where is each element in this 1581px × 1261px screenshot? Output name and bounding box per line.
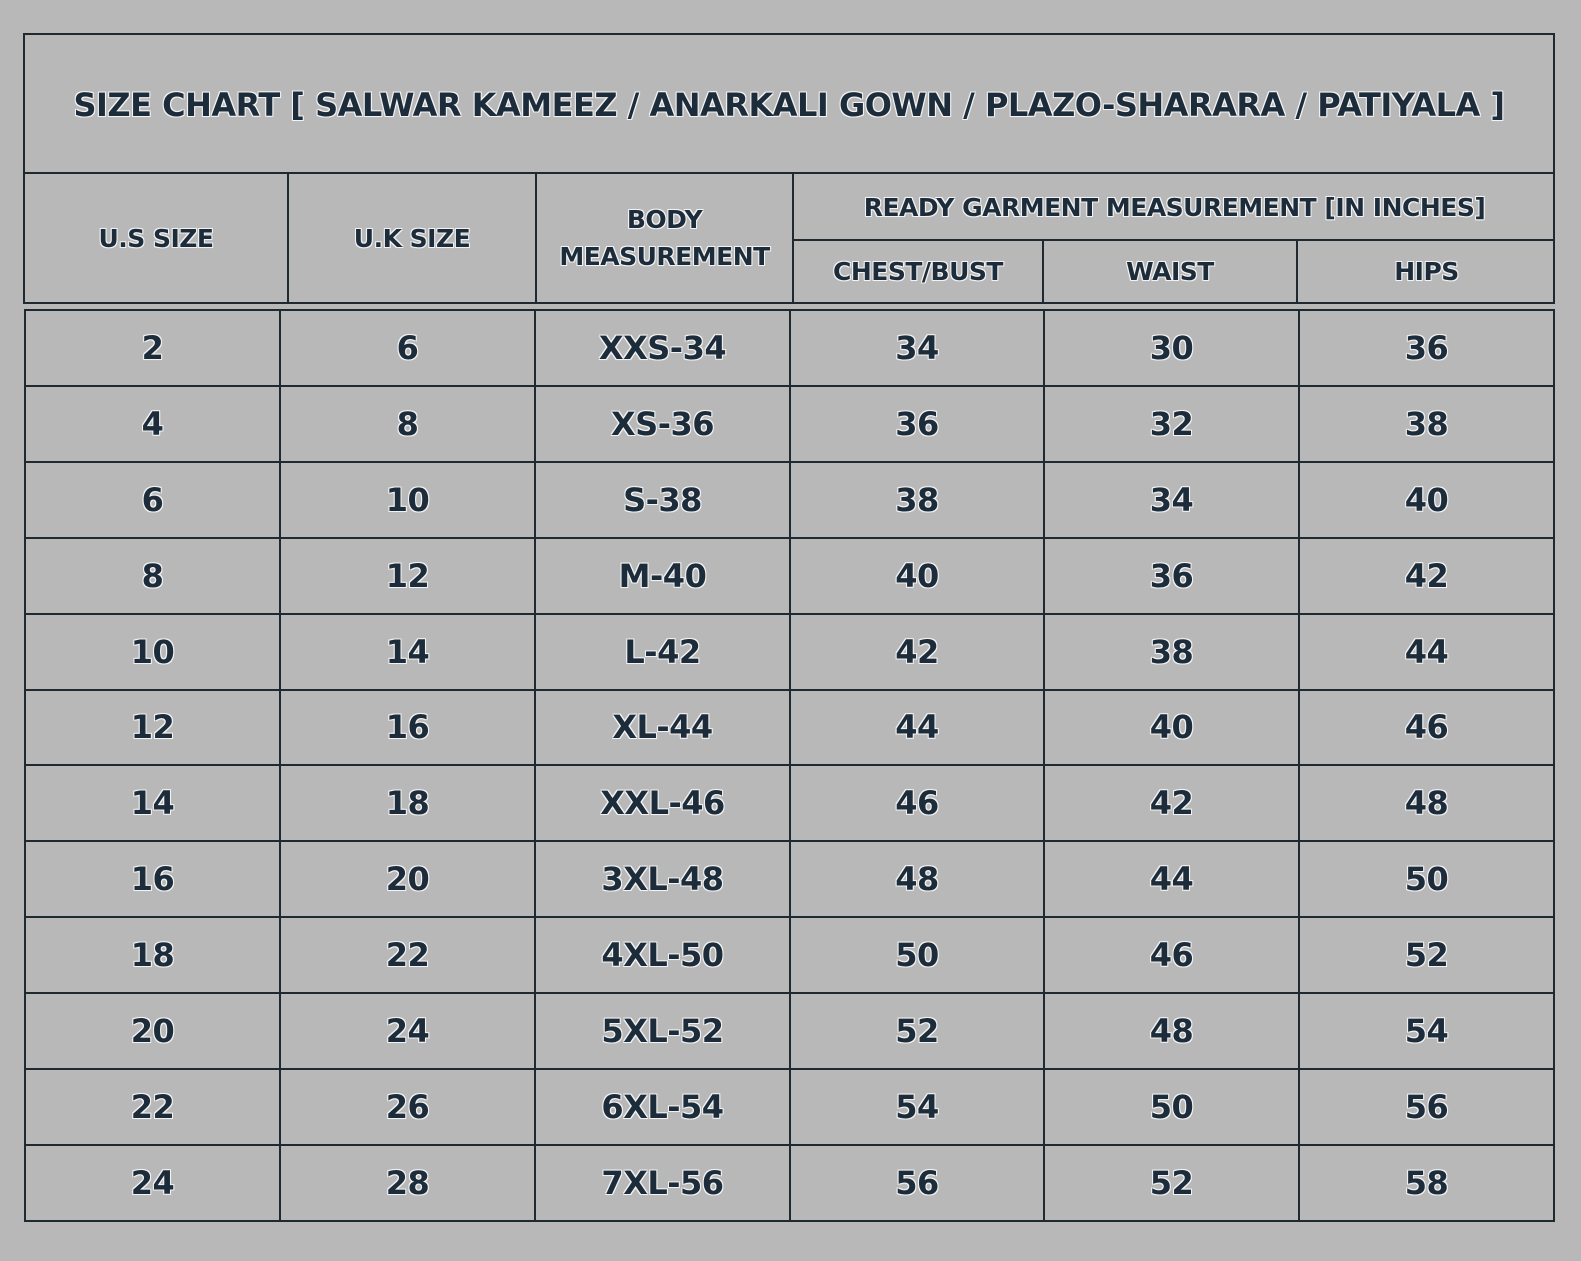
cell-body-measurement: XL-44 bbox=[535, 690, 790, 766]
cell-chest: 42 bbox=[790, 614, 1044, 690]
cell-hips: 36 bbox=[1299, 310, 1554, 386]
cell-uk-size: 24 bbox=[280, 993, 535, 1069]
cell-waist: 52 bbox=[1044, 1145, 1299, 1221]
cell-chest: 52 bbox=[790, 993, 1044, 1069]
cell-body-measurement: 7XL-56 bbox=[535, 1145, 790, 1221]
cell-body-measurement: M-40 bbox=[535, 538, 790, 614]
cell-body-measurement: L-42 bbox=[535, 614, 790, 690]
cell-chest: 50 bbox=[790, 917, 1044, 993]
cell-us-size: 10 bbox=[25, 614, 280, 690]
header-uk-size: U.K SIZE bbox=[353, 223, 471, 253]
cell-us-size: 20 bbox=[25, 993, 280, 1069]
cell-body-measurement: 6XL-54 bbox=[535, 1069, 790, 1145]
header-us-size: U.S SIZE bbox=[98, 223, 214, 253]
cell-chest: 46 bbox=[790, 765, 1044, 841]
size-chart-header bbox=[23, 33, 1555, 304]
cell-us-size: 12 bbox=[25, 690, 280, 766]
table-row bbox=[25, 538, 1554, 614]
cell-waist: 32 bbox=[1044, 386, 1299, 462]
cell-us-size: 16 bbox=[25, 841, 280, 917]
cell-uk-size: 18 bbox=[280, 765, 535, 841]
cell-body-measurement: XS-36 bbox=[535, 386, 790, 462]
cell-us-size: 24 bbox=[25, 1145, 280, 1221]
cell-uk-size: 22 bbox=[280, 917, 535, 993]
table-row bbox=[25, 1145, 1554, 1221]
cell-us-size: 14 bbox=[25, 765, 280, 841]
cell-us-size: 18 bbox=[25, 917, 280, 993]
cell-hips: 50 bbox=[1299, 841, 1554, 917]
cell-body-measurement: XXS-34 bbox=[535, 310, 790, 386]
table-row bbox=[25, 462, 1554, 538]
cell-us-size: 8 bbox=[25, 538, 280, 614]
header-ready-garment: READY GARMENT MEASUREMENT [IN INCHES] bbox=[863, 192, 1486, 222]
cell-hips: 52 bbox=[1299, 917, 1554, 993]
cell-uk-size: 6 bbox=[280, 310, 535, 386]
cell-hips: 56 bbox=[1299, 1069, 1554, 1145]
title-row bbox=[25, 35, 1553, 174]
cell-us-size: 2 bbox=[25, 310, 280, 386]
table-row bbox=[25, 310, 1554, 386]
cell-uk-size: 10 bbox=[280, 462, 535, 538]
cell-chest: 56 bbox=[790, 1145, 1044, 1221]
cell-uk-size: 8 bbox=[280, 386, 535, 462]
cell-hips: 44 bbox=[1299, 614, 1554, 690]
cell-uk-size: 16 bbox=[280, 690, 535, 766]
cell-uk-size: 28 bbox=[280, 1145, 535, 1221]
cell-hips: 38 bbox=[1299, 386, 1554, 462]
cell-waist: 46 bbox=[1044, 917, 1299, 993]
cell-body-measurement: 4XL-50 bbox=[535, 917, 790, 993]
header-waist: WAIST bbox=[1126, 257, 1214, 286]
size-table bbox=[24, 309, 1555, 1222]
cell-hips: 48 bbox=[1299, 765, 1554, 841]
cell-body-measurement: 3XL-48 bbox=[535, 841, 790, 917]
cell-waist: 48 bbox=[1044, 993, 1299, 1069]
cell-hips: 42 bbox=[1299, 538, 1554, 614]
cell-body-measurement: S-38 bbox=[535, 462, 790, 538]
cell-uk-size: 14 bbox=[280, 614, 535, 690]
cell-hips: 54 bbox=[1299, 993, 1554, 1069]
header-body-measurement bbox=[537, 174, 792, 302]
cell-us-size: 22 bbox=[25, 1069, 280, 1145]
cell-us-size: 4 bbox=[25, 386, 280, 462]
cell-hips: 58 bbox=[1299, 1145, 1554, 1221]
cell-body-measurement: XXL-46 bbox=[535, 765, 790, 841]
cell-chest: 36 bbox=[790, 386, 1044, 462]
cell-chest: 40 bbox=[790, 538, 1044, 614]
cell-waist: 42 bbox=[1044, 765, 1299, 841]
header-body-line1: BODY bbox=[626, 205, 703, 234]
table-row bbox=[25, 690, 1554, 766]
cell-chest: 34 bbox=[790, 310, 1044, 386]
cell-body-measurement: 5XL-52 bbox=[535, 993, 790, 1069]
cell-waist: 44 bbox=[1044, 841, 1299, 917]
table-row bbox=[25, 765, 1554, 841]
table-row bbox=[25, 841, 1554, 917]
table-row bbox=[25, 917, 1554, 993]
cell-waist: 30 bbox=[1044, 310, 1299, 386]
table-row bbox=[25, 1069, 1554, 1145]
cell-uk-size: 26 bbox=[280, 1069, 535, 1145]
cell-waist: 36 bbox=[1044, 538, 1299, 614]
table-row bbox=[25, 386, 1554, 462]
cell-us-size: 6 bbox=[25, 462, 280, 538]
cell-chest: 38 bbox=[790, 462, 1044, 538]
cell-waist: 50 bbox=[1044, 1069, 1299, 1145]
chart-title: SIZE CHART [ SALWAR KAMEEZ / ANARKALI GOWN / PLAZO-SHARARA / PATIYALA ] bbox=[73, 85, 1505, 124]
header-chest: CHEST/BUST bbox=[833, 257, 1003, 286]
cell-chest: 54 bbox=[790, 1069, 1044, 1145]
cell-chest: 44 bbox=[790, 690, 1044, 766]
size-table-body bbox=[25, 310, 1554, 1221]
table-row bbox=[25, 993, 1554, 1069]
cell-uk-size: 12 bbox=[280, 538, 535, 614]
cell-waist: 38 bbox=[1044, 614, 1299, 690]
cell-hips: 46 bbox=[1299, 690, 1554, 766]
cell-hips: 40 bbox=[1299, 462, 1554, 538]
cell-uk-size: 20 bbox=[280, 841, 535, 917]
cell-waist: 40 bbox=[1044, 690, 1299, 766]
table-row bbox=[25, 614, 1554, 690]
header-hips: HIPS bbox=[1394, 257, 1459, 286]
header-body-line2: MEASUREMENT bbox=[559, 242, 770, 271]
cell-waist: 34 bbox=[1044, 462, 1299, 538]
cell-chest: 48 bbox=[790, 841, 1044, 917]
